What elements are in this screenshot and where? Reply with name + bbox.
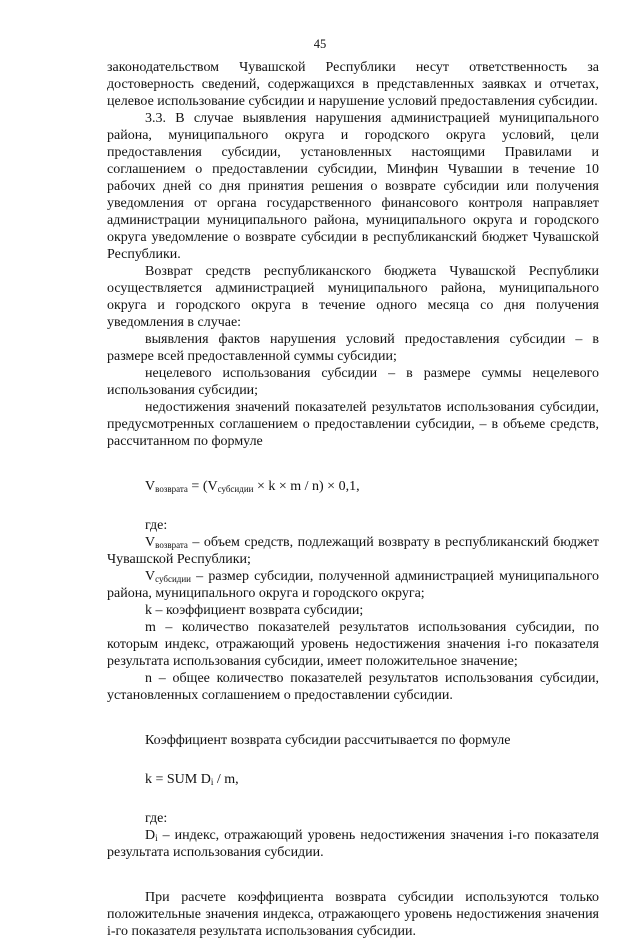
paragraph-coefficient-intro: Коэффициент возврата субсидии рассчитывается по формуле	[145, 733, 511, 748]
definition-subscript: i	[155, 833, 158, 843]
definition-symbol: V	[145, 535, 156, 550]
spacer	[107, 450, 599, 478]
definition-k: k – коэффициент возврата субсидии;	[145, 603, 364, 618]
definition-v-subsidy	[107, 568, 599, 602]
page-body	[107, 59, 599, 940]
paragraph-refund-procedure: Возврат средств республиканского бюджета Чувашской Республики осуществляется администрацией муниципального района, муниципального округа и городского округа в течение одного месяца со дня получения уведомления в случае:	[107, 264, 599, 330]
definition-text: – объем средств, подлежащий возврату в республиканский бюджет Чувашской Республики;	[107, 535, 599, 567]
formula-refund-amount	[107, 478, 599, 495]
definition-v-refund	[107, 534, 599, 568]
where-label: где:	[145, 518, 168, 533]
spacer	[107, 704, 599, 732]
definition-text: – индекс, отражающий уровень недостижения значения i-го показателя результата использования субсидии.	[107, 828, 599, 860]
paragraph-case-violation: выявления фактов нарушения условий предоставления субсидии – в размере всей предоставленной суммы субсидии;	[107, 332, 599, 364]
definition-text: – размер субсидии, полученной администрацией муниципального района, муниципального округа и городского округа;	[107, 569, 599, 601]
paragraph-case-misuse: нецелевого использования субсидии – в размере суммы нецелевого использования субсидии;	[107, 366, 599, 398]
definition-symbol: V	[145, 569, 156, 584]
spacer	[107, 788, 599, 810]
paragraph-liability: законодательством Чувашской Республики несут ответственность за достоверность сведений, содержащихся в представленных заявках и отчетах, целевое использование субсидии и нарушение условий предоставления субсидии.	[107, 60, 599, 109]
definition-n: n – общее количество показателей результатов использования субсидии, установленных соглашением о предоставлении субсидии.	[107, 671, 599, 703]
definition-subscript: субсидии	[155, 574, 191, 584]
formula-text: / m,	[213, 772, 239, 787]
where-label: где:	[145, 811, 168, 826]
formula-subscript: возврата	[155, 484, 188, 494]
spacer	[107, 861, 599, 889]
definition-symbol: D	[145, 828, 156, 843]
paragraph-section-3-3: 3.3. В случае выявления нарушения администрацией муниципального района, муниципального округа и городского округа условий, цели предоставления субсидии, установленных настоящими Правилами и соглашением о предоставлении субсидии, Минфин Чувашии в течение 10 рабочих дней со дня принятия решения о возврате субсидии или получения уведомления от органа государственного финансового контроля направляет администрации муниципального района, муниципального округа и городского округа уведомление о возврате субсидии в республиканский бюджет Чувашской Республики.	[107, 111, 599, 262]
formula-coefficient	[107, 771, 599, 788]
definition-m: m – количество показателей результатов использования субсидии, по которым индекс, отражающий уровень недостижения значения i-го показателя результата использования субсидии, имеет положительное значение;	[107, 620, 599, 669]
page-number: 45	[313, 37, 327, 51]
formula-subscript: i	[210, 777, 214, 787]
formula-text: × k × m / n) × 0,1,	[253, 479, 360, 494]
definition-subscript: возврата	[155, 540, 188, 550]
spacer	[107, 495, 599, 517]
spacer	[107, 749, 599, 771]
formula-symbol: V	[145, 479, 156, 494]
formula-subscript: субсидии	[217, 484, 254, 494]
formula-text: k = SUM D	[145, 772, 211, 787]
paragraph-case-underachievement: недостижения значений показателей результатов использования субсидии, предусмотренных соглашением о предоставлении субсидии, – в объеме средств, рассчитанном по формуле	[107, 400, 599, 449]
formula-text: = (V	[187, 479, 218, 494]
paragraph-positive-values: При расчете коэффициента возврата субсидии используются только положительные значения индекса, отражающего уровень недостижения значения i-го показателя результата использования субсидии.	[107, 890, 599, 939]
definition-d	[107, 827, 599, 861]
